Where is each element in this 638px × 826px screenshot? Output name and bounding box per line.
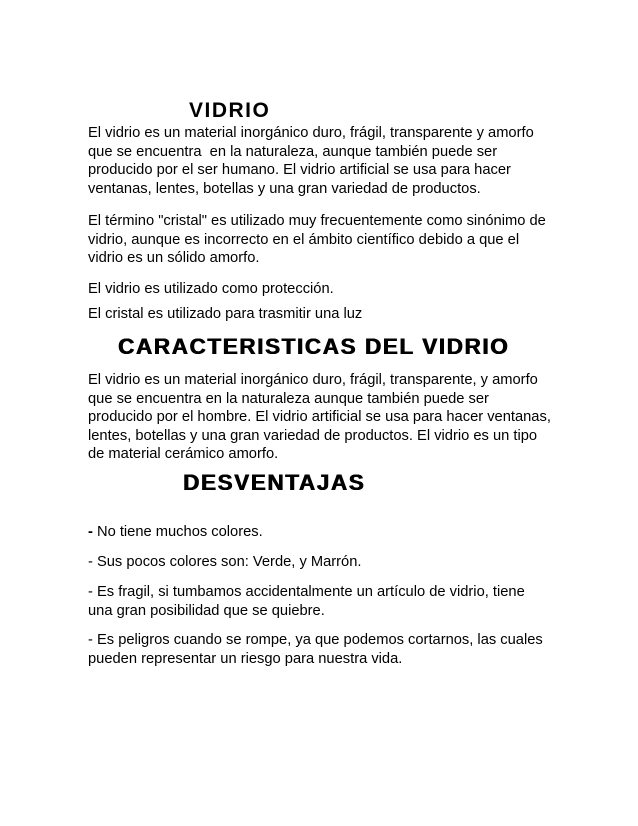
text-line: pueden representar un riesgo para nuestra vida.: [88, 650, 403, 667]
disadvantages-heading: DESVENTAJAS: [183, 470, 366, 495]
disadvantage-item: [88, 583, 525, 620]
text-line: de material cerámico amorfo.: [88, 446, 279, 462]
disadvantage-text: No tiene muchos colores.: [92, 524, 263, 540]
disadvantage-item: [88, 631, 543, 668]
document-title: VIDRIO: [189, 99, 271, 122]
disadvantage-item: - Sus pocos colores son: Verde, y Marrón.: [88, 554, 362, 570]
intro-paragraph: [88, 124, 534, 198]
use-light-text: El cristal es utilizado para trasmitir una luz: [88, 306, 363, 322]
cristal-paragraph: [88, 212, 546, 268]
use-protection-text: El vidrio es utilizado como protección.: [88, 281, 334, 297]
text-line: ventanas, lentes, botellas y una gran variedad de productos.: [88, 180, 481, 197]
text-line: - Es peligros cuando se rompe, ya que podemos cortarnos, las cuales: [88, 632, 543, 648]
text-line: que se encuentra en la naturaleza, aunque también puede ser: [88, 143, 498, 160]
text-line: El término "cristal" es utilizado muy frecuentemente como sinónimo de: [88, 213, 546, 229]
disadvantage-item: [88, 523, 263, 542]
list-dash: -: [88, 524, 93, 540]
text-line: El vidrio es un material inorgánico duro, frágil, transparente, y amorfo: [88, 372, 538, 388]
text-line: que se encuentra en la naturaleza aunque también puede ser: [88, 390, 489, 407]
characteristics-paragraph: [88, 371, 551, 464]
text-line: vidrio, aunque es incorrecto en el ámbito científico debido a que el: [88, 231, 520, 248]
text-line: una gran posibilidad que se quiebre.: [88, 602, 325, 619]
text-line: El vidrio es un material inorgánico duro, frágil, transparente y amorfo: [88, 125, 534, 141]
text-line: vidrio es un sólido amorfo.: [88, 250, 260, 266]
characteristics-heading: CARACTERISTICAS DEL VIDRIO: [118, 334, 510, 359]
text-line: producido por el ser humano. El vidrio artificial se usa para hacer: [88, 162, 511, 178]
text-line: producido por el hombre. El vidrio artificial se usa para hacer ventanas,: [88, 409, 551, 425]
text-line: - Es fragil, si tumbamos accidentalmente un artículo de vidrio, tiene: [88, 584, 525, 600]
text-line: lentes, botellas y una gran variedad de productos. El vidrio es un tipo: [88, 427, 538, 444]
